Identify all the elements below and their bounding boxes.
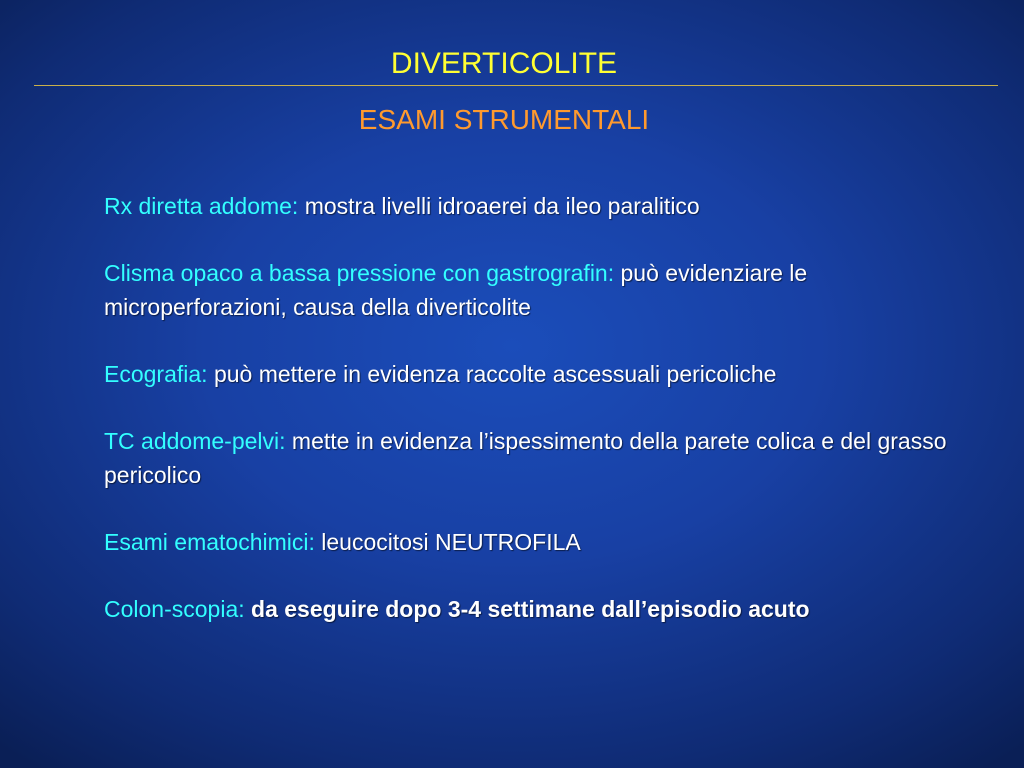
- exam-list: [104, 189, 964, 659]
- item-label: Clisma opaco a bassa pressione con gastrografin:: [104, 260, 615, 286]
- list-item-rx: [104, 189, 964, 223]
- item-text: mostra livelli idroaerei da ileo paralitico: [298, 193, 700, 219]
- list-item-colonscopia: [104, 592, 964, 626]
- item-text: può evidenziare le microperforazioni, causa della diverticolite: [104, 260, 808, 320]
- item-label: Colon-scopia:: [104, 596, 245, 622]
- item-text: da eseguire dopo 3-4 settimane dall’episodio acuto: [244, 596, 810, 622]
- item-text: può mettere in evidenza raccolte ascessuali pericoliche: [207, 361, 777, 387]
- list-item-tc: [104, 424, 964, 492]
- item-text: leucocitosi NEUTROFILA: [314, 529, 581, 555]
- item-text: mette in evidenza l’ispessimento della parete colica e del grasso pericolico: [104, 428, 947, 488]
- slide-title: DIVERTICOLITE: [390, 47, 618, 80]
- title-divider: [34, 85, 998, 86]
- item-label: TC addome-pelvi:: [104, 428, 286, 454]
- list-item-ecografia: [104, 357, 964, 391]
- list-item-esami: [104, 525, 964, 559]
- item-label: Esami ematochimici:: [104, 529, 315, 555]
- list-item-clisma: [104, 256, 964, 324]
- item-label: Rx diretta addome:: [104, 193, 299, 219]
- slide-subtitle: ESAMI STRUMENTALI: [358, 104, 650, 135]
- item-label: Ecografia:: [104, 361, 208, 387]
